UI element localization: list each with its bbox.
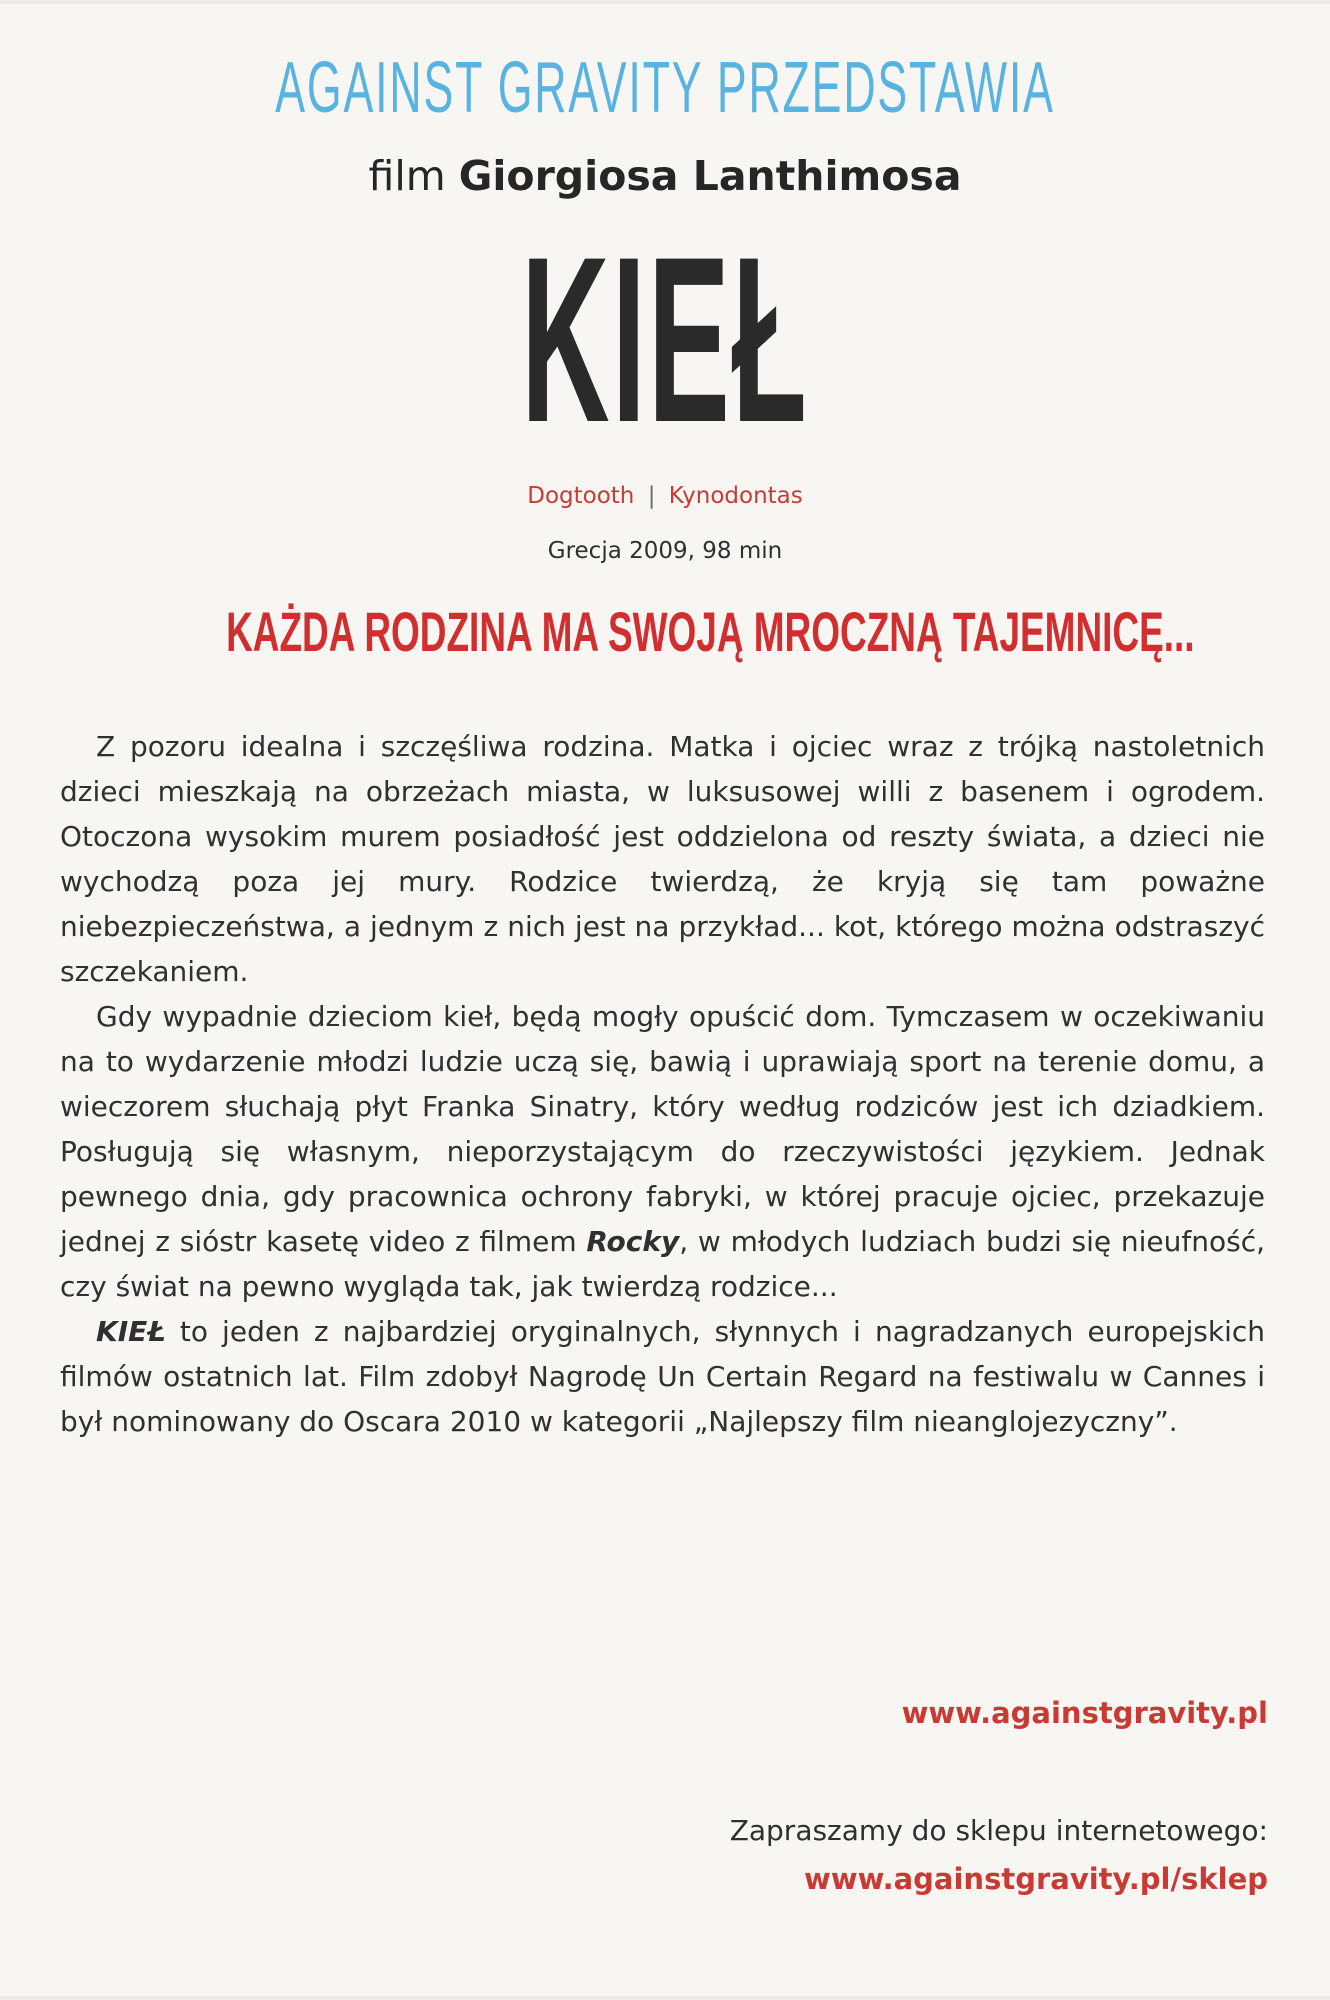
bottom-edge-shadow	[0, 1996, 1330, 2000]
paragraph-2-before-emphasis: Gdy wypadnie dzieciom kieł, będą mogły opuścić dom. Tymczasem w oczekiwaniu na to wydarzenie młodzi ludzie uczą się, bawią i uprawiają sport na terenie domu, a wieczorem słuchają płyt Franka Sinatry, który według rodziców jest ich dziadkiem. Posługują się własnym, nieporzystającym do rzeczywistości językiem. Jednak pewnego dnia, gdy pracownica ochrony fabryki, w której pracuje ojciec, przekazuje jednej z sióstr kasetę video z filmem	[60, 1000, 1265, 1258]
director-prefix: film	[368, 152, 446, 200]
synopsis-paragraph-1: Z pozoru idealna i szczęśliwa rodzina. Matka i ojciec wraz z trójką nastoletnich dzieci mieszkają na obrzeżach miasta, w luksusowej willi z basenem i ogrodem. Otoczona wysokim murem posiadłość jest oddzielona od reszty świata, a dzieci nie wychodzą poza jej mury. Rodzice twierdzą, że kryją się tam poważne niebezpieczeństwa, a jednym z nich jest na przykład... kot, którego można odstraszyć szczekaniem.	[60, 730, 1265, 988]
alternate-titles	[0, 483, 1330, 509]
title-separator: |	[647, 483, 656, 509]
english-title: Dogtooth	[527, 483, 635, 509]
paragraph-3-text: to jeden z najbardziej oryginalnych, słynnych i nagradzanych europejskich filmów ostatnich lat. Film zdobył Nagrodę Un Certain Regard na festiwalu w Cannes i był nominowany do Oscara 2010 w kategorii „Najlepszy film nieanglojezyczny”.	[60, 1315, 1265, 1438]
website-link[interactable]: www.againstgravity.pl	[901, 1696, 1268, 1730]
tagline: KAŻDA RODZINA MA SWOJĄ MROCZNĄ TAJEMNICĘ...	[226, 600, 1195, 663]
synopsis	[60, 724, 1265, 1444]
presenter-heading: AGAINST GRAVITY PRZEDSTAWIA	[275, 48, 1055, 128]
top-edge-shadow	[0, 0, 1330, 4]
paragraph-2-after-emphasis: , w młodych ludziach budzi się nieufność, czy świat na pewno wygląda tak, jak twierdzą rodzice...	[60, 1225, 1265, 1303]
shop-invitation: Zapraszamy do sklepu internetowego:	[729, 1814, 1268, 1847]
film-metadata: Grecja 2009, 98 min	[547, 538, 783, 564]
rocky-film-title: Rocky	[586, 1225, 680, 1258]
synopsis-paragraph-2	[60, 994, 1265, 1309]
synopsis-paragraph-3	[60, 1309, 1265, 1444]
kiel-film-title-inline: KIEŁ	[96, 1315, 166, 1348]
director-line	[0, 152, 1330, 200]
film-title: KIEŁ	[521, 208, 809, 472]
shop-link[interactable]: www.againstgravity.pl/sklep	[804, 1862, 1268, 1896]
greek-title: Kynodontas	[668, 483, 803, 509]
director-name: Giorgiosa Lanthimosa	[458, 152, 962, 200]
